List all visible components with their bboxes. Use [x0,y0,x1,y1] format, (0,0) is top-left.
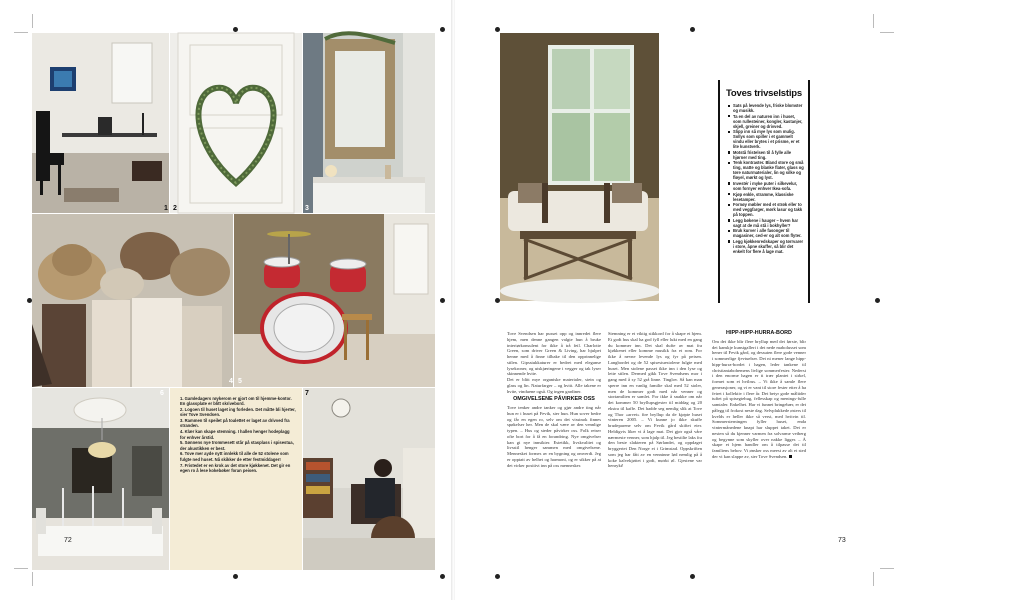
registration-mark [233,574,238,579]
heart-wreath-illustration [170,33,302,213]
photo-label-5: 5 [238,378,242,385]
tips-title: Toves trivselstips [726,88,802,99]
drum-set-illustration [234,214,435,387]
photo-caption: I dette huset er det ingenting som hindrer lyset i å slippe til. [963,81,1012,98]
caption-item: 4. Klær kan skape stemning. I hallen henger hodeplagg for enhver årstid. [180,429,290,440]
tip-item: Slipp inn så mye lys som mulig. Sollys som spiller i et gammelt vindu eller brytes i et prisme, er et lite kunstverk. [728,129,804,149]
reading-nook-illustration [303,388,435,570]
crop-mark [873,14,874,28]
tip-item: Investér i myke puter i silkevelur, som fornyer enhver Ikea-sofa. [728,181,804,191]
tip-item: Legg kjøkkenredskaper og tørrvarer i store, åpne skuffer, så blir det enkelt for flere å lage mat. [728,239,804,254]
registration-mark [27,298,32,303]
body-paragraph: Stemning er et viktig stikkord for å skape et hjem. Et godt hus skal ha god fyll eller lukt med en gang du kommer inn. Det skal dufte av mat fra kjøkkenet eller komme musikk fra et rom. For ikke å nevne levende lys og fyr på peisen. Langbordet og de 52 spisestuestolene fulgte med huset. Men stolene passet ikke inn i den lyse og lette stilen. Dermed gikk Tove Svendsens mor i gang med å sy 52 grå linne. Tinglov. Så kan man sperre inn en vanlig familie skal med 52 stoler, men de kommer godt med når venner og stortamilien er samlet. For ikke å snakke om når det kommer 50 bryllupsgjester til middag og 20 ekstra til kaffe. Det hadde seg nemlig slik at Tove og Thor «arvet» fire bryllup da de kjøpte huset vinteren 2005. – Vi kunne jo ikke skuffe brudeparene selv om Fevik gård skiftet eier. Heldigvis liker vi å lage mat. Det gjør også våre nærmeste venner, som hjalp til. Jeg bestilte laks fra den beste slakteren på Sørlandet, og oppdaget bryggeriet Den Norge ei i Grimstad. Oppskriften som jeg har fått av en venninne lød nemlig på å koke kalvekjøttet i godt, mørkt øl. Gjestene var henrykt! [608,331,702,469]
hats-illustration [32,214,233,387]
subheading-omgivelsene: OMGIVELSENE PÅVIRKER OSS [513,396,595,403]
registration-mark [440,298,445,303]
caption-item: 3. Rammen til speilet på toalettet er laget av drivved fra stranden. [180,418,290,429]
crop-mark [873,572,874,586]
crop-mark [14,32,28,33]
bathroom-mirror-illustration [303,33,435,213]
crop-mark [32,14,33,28]
registration-mark [690,574,695,579]
registration-mark [495,298,500,303]
crop-mark [880,32,894,33]
body-column-3 [712,331,806,460]
caption-item: 2. Logoen til huset laget ing forleden. Det måtte bli hjerter, sier Tove Svendsen. [180,407,296,418]
body-paragraph [712,339,806,460]
photo-home-office [32,33,169,213]
caption-list [170,388,302,473]
subheading-hipp-hipp-hurra: HIPP-HIPP-HURRA-BORD [726,330,792,336]
photo-label-1: 1 [164,205,168,212]
tip-item: Sats på levende lys, friske blomster og musikk. [728,103,804,113]
right-page [455,0,1012,600]
body-column-1 [507,331,601,468]
photo-living-room [500,33,659,301]
photo-reading-nook [303,388,435,570]
caption-box [170,388,302,570]
tip-item: Ta en del av naturen inn i huset, som rullesteiner, kongler, kastanjer, skjell, greiner og drivved. [728,114,804,129]
living-room-extension-illustration [659,33,715,301]
photo-dining-room [32,388,169,570]
photo-label-4: 4 [229,378,233,385]
folio-right: 73 [838,537,846,544]
living-room-illustration [500,33,659,301]
photo-living-room-extension [659,33,715,301]
folio-left: 72 [64,537,72,544]
left-page [0,0,452,600]
tip-item: Motstå fristelsen til å fylle alle hjørner med ting. [728,150,804,160]
photo-drum-set [234,214,435,387]
registration-mark [440,574,445,579]
crop-mark [880,568,894,569]
registration-mark [875,298,880,303]
registration-mark [440,27,445,32]
photo-label-6: 6 [160,390,164,397]
tip-item: Kjøp enkle, stramme, klassiske lesetamper. [728,192,804,202]
tip-item: Legg bøkene i hauger – hvem har sagt at de må stå i bokhyller? [728,218,804,228]
tip-item: Tenk kontraster. Bland store og små ting, matte og blanke flater, glass og tøre naturmaterialer, lin og silke og fløyel, mørkt og lyst. [728,160,804,180]
tip-item: Fornøy møbler med et strøk eller to med veggfarger, mørk lasur og takk på toppen. [728,202,804,217]
photo-hats [32,214,233,387]
photo-label-7: 7 [305,390,309,397]
registration-mark [495,27,500,32]
crop-mark [14,568,28,569]
photo-bathroom-mirror [303,33,435,213]
tips-box [718,80,810,303]
body-paragraph: Det er blitt mye organiske materialer, stein og glass og lin. Naturfarger – og hvitt. Alle takene er hvite, vinduene også. Og ingen gardiner. [507,377,601,394]
tips-list [720,103,808,254]
caption-item: 6. Tove mer ayde nytt innlekk til alle de 52 stolene som fulgte ned huset. Nå skikker de etter festmiddager! [180,451,289,462]
registration-mark [233,27,238,32]
end-mark [789,455,792,458]
caption-item: 1. Gamledagers røykerom er gjort om til hjemme-kontor. En glassplate er blitt skrivebord. [180,396,292,407]
home-office-illustration [32,33,169,213]
photo-label-2: 2 [173,205,177,212]
caption-item: 7. Fristedet er en krok av det store kjøkkenet. Det gir en egen ro å lese kokebøker foran peisen. [180,462,291,473]
crop-mark [32,572,33,586]
caption-item: 5. Sønnens nye trommesett står på stasplass i spisestua, der akustikken er best. [180,440,294,451]
body-paragraph: Tove tenker andre tanker og gjør andre ting når hun er i huset på Fevik, sier hun. Hun sover bedre og får en egen ro, selv om det visstnok finnes spøkelser her. Men de skal være av den vennlige typen. – Hus og steder påvirker oss. Folk reiser ofte bort for å få en forandring. Nye omgivelser kan gi nye innsikter. Estetikk, livskvalitet og livsstil henger sammen med omgivelsene. Mennesket formes av en bygning og omverdi. Jeg er opptatt av helhet og harmoni, og er sikker på at det virker positivt inn på oss mennesker. [507,405,601,468]
body-column-2 [608,331,702,469]
dining-room-illustration [32,388,169,570]
registration-mark [690,27,695,32]
body-text: Om det ikke blir flere bryllup med det første, blir det kanskje kunstgalleri i det nede mabolusset som hener til Fevik gård, og dessuten flere gode venner i sommerlige fjevtuelser. Det ni mener lange hipp-hipp-hurra-bordet i hagen, leder tankene til christianiabohemens livlige sommerfester. Nederst i den enorme hagen er ti trær plantet i sirkel, formet som et hvilrus. – Vi ikke å samle flere generasjoner, og vi er vant til store fester etter å ha feiret i kollektiv i flere år. Det betyr gode måltider tuftet på spisegtehug, fellesskap og menings-fulle samtaler. Enkelhet. Har vi funnet bringebær, er det pålegg til frokost neste dag. Selvplukkede østers til kvelds er heller ikke så verst, med hvitvin til. Sommersterningen fyller huset, enda vintermånedene knapt har sluppet taket. Det er nesten så du kjenner varmen fra solvarme veiberg og begynne som skyller over nakke ligger. – Å skape et hjem handler om å tilpasse det til familiens behov. Vi ønsker oss meest av alt et sted der vi kan slappe av, sier Tove Svendsen. [712,338,806,459]
photo-label-3: 3 [305,205,309,212]
registration-mark [495,574,500,579]
intro-paragraph: Tove Svendsen har pusset opp og innredet flere hjem, men denne gangen valgte hun å bruke interiørkonsulent for ikke å trå feil. Charlotte Green, som driver Green & Living, har hjulpet henne med å finne tilbake til den opprinnelige stilen. Gipsstukkaturer er bedret med eleganse lysekroner, og utskjæringene i vegger og tak lyser skinnende hvite. [507,331,601,377]
photo-heart-wreath [170,33,302,213]
tip-item: Bruk kurver i alle fasonger til magasiner, ced-er og alt som flyter. [728,228,804,238]
